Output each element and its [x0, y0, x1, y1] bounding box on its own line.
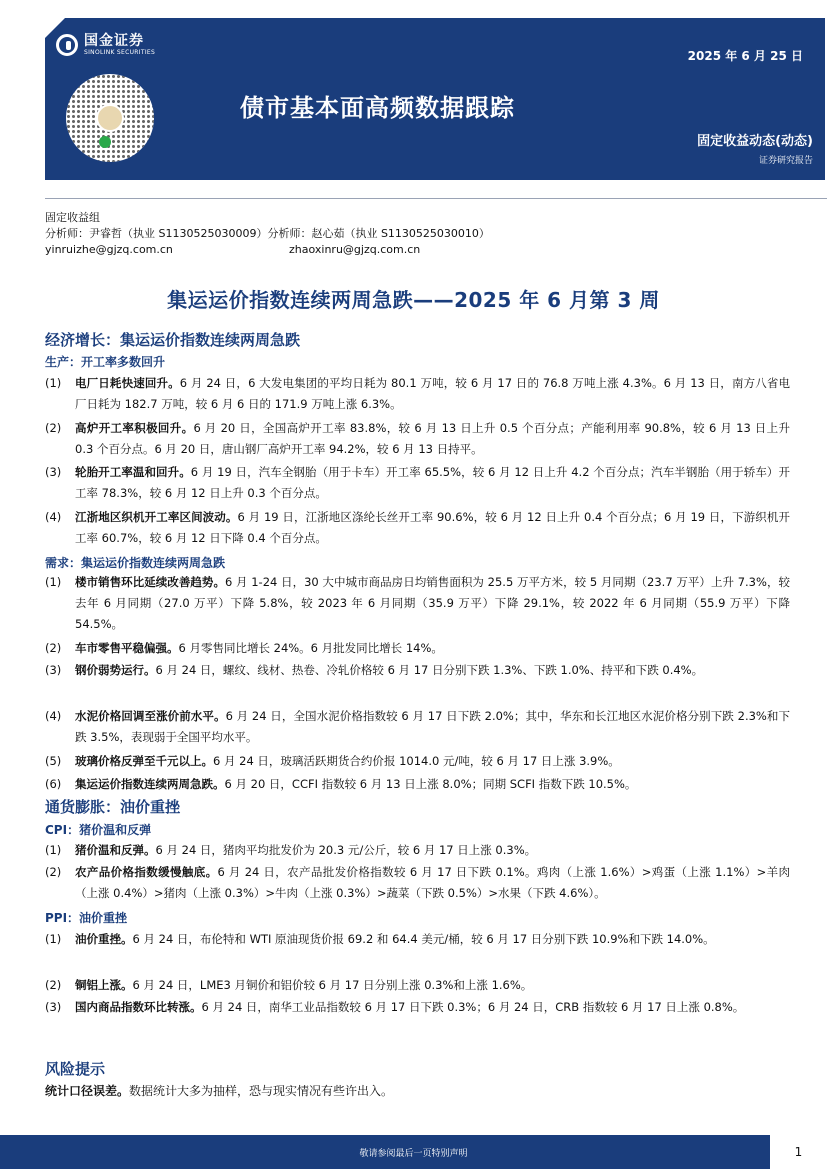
logo-en: SINOLINK SECURITIES	[84, 49, 156, 56]
subsection-ppi: PPI：油价重挫	[45, 911, 128, 925]
analysts-line: 分析师：尹睿哲（执业 S1130525030009）分析师：赵心茹（执业 S1130525030010）	[45, 227, 490, 240]
subsection-cpi: CPI：猪价温和反弹	[45, 823, 152, 837]
document-title: 集运运价指数连续两周急跌——2025 年 6 月第 3 周	[167, 288, 660, 312]
report-title: 债市基本面高频数据跟踪	[240, 94, 515, 122]
report-subtype: 证券研究报告	[758, 156, 813, 166]
qr-code-icon	[66, 74, 154, 162]
page-number: 1	[770, 1135, 827, 1169]
list-item: (4) 江浙地区织机开工率区间波动。6 月 19 日，江浙地区涤纶长丝开工率 90.6%，较 6 月 12 日上升 0.4 个百分点；6 月 19 日，下游织机开工率 60.7%，较 6 月 12 日下降 0.4 个百分点。	[45, 510, 790, 545]
list-item: (6) 集运运价指数连续两周急跌。6 月 20 日，CCFI 指数较 6 月 13 日上涨 8.0%；同期 SCFI 指数下跌 10.5%。	[45, 777, 637, 791]
list-item: (1) 油价重挫。6 月 24 日，布伦特和 WTI 原油现货价报 69.2 和 64.4 美元/桶，较 6 月 17 日分别下跌 10.9%和下跌 14.0%。	[45, 932, 715, 946]
list-item: (3) 轮胎开工率温和回升。6 月 19 日，汽车全钢胎（用于卡车）开工率 65.5%，较 6 月 12 日上升 4.2 个百分点；汽车半钢胎（用于轿车）开工率 78.3%，较 6 月 12 日上升 0.3 个百分点。	[45, 465, 791, 500]
footer-disclaimer: 敬请参阅最后一页特别声明	[359, 1149, 468, 1159]
qr-center-logo-icon	[96, 104, 124, 132]
list-item: (2) 高炉开工率积极回升。6 月 20 日，全国高炉开工率 83.8%，较 6 月 13 日上升 0.5 个百分点；产能利用率 90.8%，较 6 月 13 日上升 0.3 个百分点。6 月 20 日，唐山钢厂高炉开工率 94.2%，较 6 月 13 日持平。	[45, 421, 790, 456]
author-info	[45, 210, 490, 258]
section-growth: 经济增长：集运运价指数连续两周急跌	[45, 331, 301, 349]
subsection-demand: 需求：集运运价指数连续两周急跌	[45, 556, 226, 570]
logo-cn: 国金证券	[84, 33, 144, 49]
team-name: 固定收益组	[45, 211, 100, 224]
section-inflation: 通货膨胀：油价重挫	[45, 798, 181, 816]
analyst-email-2[interactable]: zhaoxinru@gjzq.com.cn	[289, 243, 421, 256]
section-risk: 风险提示	[45, 1060, 106, 1078]
list-item: (1) 猪价温和反弹。6 月 24 日，猪肉平均批发价为 20.3 元/公斤，较 6 月 17 日上涨 0.3%。	[45, 843, 537, 857]
subsection-production: 生产：开工率多数回升	[45, 355, 166, 369]
list-item: (1) 楼市销售环比延续改善趋势。6 月 1-24 日，30 大中城市商品房日均销售面积为 25.5 万平方米，较 5 月同期（23.7 万平）上升 7.3%，较去年 6 月同期（27.0 万平）下降 5.8%，较 2023 年 6 月同期（35.9 万平）下降 29.1%，较 2022 年 6 月同期（55.9 万平）下降 54.5%。	[45, 575, 790, 631]
list-item: (5) 玻璃价格反弹至千元以上。6 月 24 日，玻璃活跃期货合约价报 1014.0 元/吨，较 6 月 17 日上涨 3.9%。	[45, 754, 620, 768]
report-type: 固定收益动态(动态)	[697, 134, 813, 149]
list-item: (3) 钢价弱势运行。6 月 24 日，螺纹、线材、热卷、冷轧价格较 6 月 17 日分别下跌 1.3%、下跌 1.0%、持平和下跌 0.4%。	[45, 663, 704, 677]
list-item: (4) 水泥价格回调至涨价前水平。6 月 24 日，全国水泥价格指数较 6 月 17 日下跌 2.0%；其中，华东和长江地区水泥价格分别下跌 2.3%和下跌 3.5%，表现弱于全国平均水平。	[45, 709, 791, 744]
list-item: (3) 国内商品指数环比转涨。6 月 24 日，南华工业品指数较 6 月 17 日下跌 0.3%；6 月 24 日，CRB 指数较 6 月 17 日上涨 0.8%。	[45, 1000, 745, 1014]
list-item: (2) 车市零售平稳偏强。6 月零售同比增长 24%。6 月批发同比增长 14%。	[45, 641, 443, 655]
logo-icon	[56, 34, 78, 56]
divider	[45, 198, 827, 199]
analyst-email-1[interactable]: yinruizhe@gjzq.com.cn	[45, 243, 173, 256]
list-item: (1) 电厂日耗快速回升。6 月 24 日，6 大发电集团的平均日耗为 80.1 万吨，较 6 月 17 日的 76.8 万吨上涨 4.3%。6 月 13 日，南方八省电厂日耗为 182.7 万吨，较 6 月 6 日的 171.9 万吨上涨 6.3%。	[45, 376, 791, 411]
list-item: (2) 农产品价格指数缓慢触底。6 月 24 日，农产品批发价格指数较 6 月 17 日下跌 0.1%。鸡肉（上涨 1.6%）>鸡蛋（上涨 1.1%）>羊肉（上涨 0.4%）>猪肉（上涨 0.3%）>牛肉（上涨 0.3%）>蔬菜（下跌 0.5%）>水果（下跌 4.6%）。	[45, 865, 791, 900]
wechat-icon	[99, 136, 111, 148]
company-logo	[56, 34, 155, 56]
list-item: (2) 铜铝上涨。6 月 24 日，LME3 月铜价和铝价较 6 月 17 日分别上涨 0.3%和上涨 1.6%。	[45, 978, 533, 992]
risk-text: 统计口径误差。数据统计大多为抽样，恐与现实情况有些许出入。	[45, 1084, 394, 1098]
report-date: 2025 年 6 月 25 日	[687, 49, 803, 63]
